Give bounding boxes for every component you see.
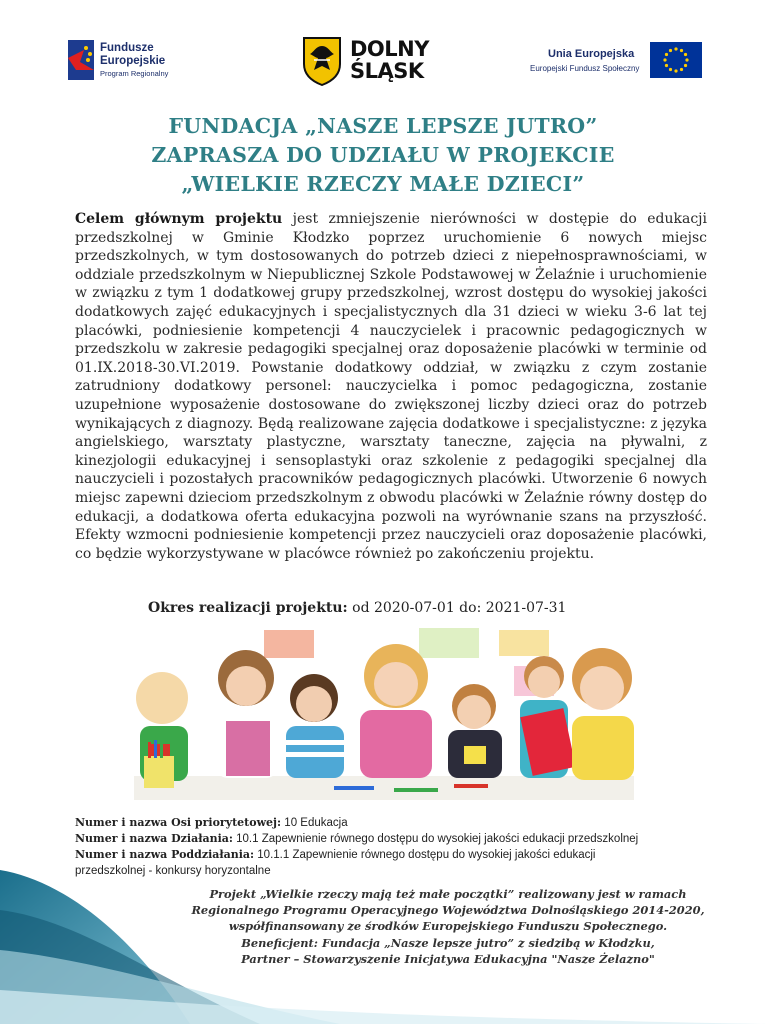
eu-star: [665, 53, 668, 56]
eu-star: [669, 68, 672, 71]
subaction-value: 10.1.1 Zapewnienie równego dostępu do wysokiej jakości edukacji: [254, 849, 596, 861]
fe-flag-icon: [68, 40, 94, 80]
dolny-slask-logo: [302, 36, 442, 88]
fe-logo-line2: Europejskie: [100, 55, 166, 67]
action-label: Numer i nazwa Działania:: [75, 832, 233, 845]
eu-star: [680, 49, 683, 52]
eu-star: [685, 58, 688, 61]
footer-notice: [190, 886, 706, 967]
footer-line1: Projekt „Wielkie rzeczy mają też małe początki” realizowany jest w ramach: [209, 887, 687, 901]
eu-star: [669, 49, 672, 52]
ds-logo-line1: DOLNY: [350, 37, 429, 61]
title-line3: „WIELKIE RZECZY MAŁE DZIECI”: [181, 172, 585, 196]
period-value: od 2020-07-01 do: 2021-07-31: [347, 600, 567, 616]
footer-line2: Regionalnego Programu Operacyjnego Województwa Dolnośląskiego 2014-2020,: [191, 903, 705, 918]
eu-star: [674, 47, 677, 50]
page-title: [60, 112, 706, 199]
axis-label: Numer i nazwa Osi priorytetowej:: [75, 816, 282, 829]
title-line2: ZAPRASZA DO UDZIAŁU W PROJEKCIE: [151, 143, 615, 167]
description-text: jest zmniejszenie nierówności w dostępie do edukacji przedszkolnej w Gminie Kłodzko poprzez uruchomienie 6 nowych miejsc przedszkolnych, w tym dostosowanych do potrzeb dzieci z niepełnosprawnościami, w oddziale przedszkolnym w Niepublicznej Szkole Podstawowej w Żelaźnie i uruchomienie w związku z tym 1 dodatkowej grupy przedszkolnej, wzrost dostępu do wysokiej jakości dodatkowych zajęć edukacyjnych i specjalistycznych dla 31 dzieci w wieku 3-6 lat tej placówki, podniesienie kompetencji 4 nauczycielek i pracownic pedagogicznych w przedszkolu w zakresie pedagogiki specjalnej oraz doposażenie placówki w terminie od 01.IX.2018-30.VI.2019. Powstanie dodatkowy oddział, w związku z czym zostanie zatrudniony dodatkowy personel: nauczycielka i pomoc pedagogiczna, zostanie uzupełnione wyposażenie dostosowane do zwiększonej liczby dzieci oraz do potrzeb wynikających z diagnozy. Będą realizowane zajęcia dodatkowe i specjalistyczne: z języka angielskiego, warsztaty plastyczne, warsztaty taneczne, zajęcia na pływalni, z kinezjologii edukacyjnej i sensoplastyki oraz szkolenie z pedagogiki specjalnej dla nauczycieli i pozostałych pracowników pedagogicznych placówki. Utworzenie 6 nowych miejsc zapewni dzieciom przedszkolnym z obwodu placówki w Żelaźnie równy dostęp do edukacji, a dodatkowa oferta edukacyjna pozwoli na wyrównanie szans na przyszłość. Efekty wzmocni podniesienie kompetencji przez nauczycieli oraz doposażenie placówki, co będzie wykorzystywane w placówce również po zakończeniu projektu.: [75, 211, 708, 562]
info-action: [75, 831, 715, 847]
eu-star: [684, 64, 687, 67]
project-description: [75, 210, 707, 563]
info-subaction: [75, 847, 715, 863]
eu-logo-line2: Europejski Fundusz Społeczny: [530, 64, 640, 73]
eu-star: [684, 53, 687, 56]
ds-logo-line2: ŚLĄSK: [350, 59, 424, 83]
eu-flag-icon: [650, 42, 702, 78]
eu-star: [663, 58, 666, 61]
unia-europejska-logo: [530, 42, 705, 82]
footer-line3: współfinansowany ze środków Europejskiego Funduszu Społecznego.: [228, 919, 668, 934]
period-label: Okres realizacji projektu:: [148, 600, 348, 616]
fe-logo-line1: Fundusze: [100, 42, 154, 54]
eu-star: [674, 69, 677, 72]
subaction-label: Numer i nazwa Poddziałania:: [75, 848, 255, 861]
fundusze-europejskie-logo: [68, 38, 188, 82]
eu-logo-line1: Unia Europejska: [548, 48, 635, 60]
title-line1: FUNDACJA „NASZE LEPSZE JUTRO”: [168, 114, 598, 138]
axis-value: 10 Edukacja: [281, 817, 348, 829]
children-photo: [134, 626, 634, 800]
subaction-cont: przedszkolnej - konkursy horyzontalne: [75, 865, 271, 877]
project-period: [148, 600, 566, 616]
eagle-shield-icon: [302, 36, 342, 86]
eu-star: [680, 68, 683, 71]
footer-line5: Partner – Stowarzyszenie Inicjatywa Edukacyjna "Nasze Żelazno": [241, 951, 655, 966]
eu-star: [665, 64, 668, 67]
fe-logo-line3: Program Regionalny: [100, 69, 169, 78]
action-value: 10.1 Zapewnienie równego dostępu do wysokiej jakości edukacji przedszkolnej: [232, 833, 639, 845]
description-lead: Celem głównym projektu: [75, 211, 283, 227]
footer-line4: Beneficjent: Fundacja „Nasze lepsze jutro” z siedzibą w Kłodzku,: [241, 935, 655, 950]
info-axis: [75, 815, 715, 831]
